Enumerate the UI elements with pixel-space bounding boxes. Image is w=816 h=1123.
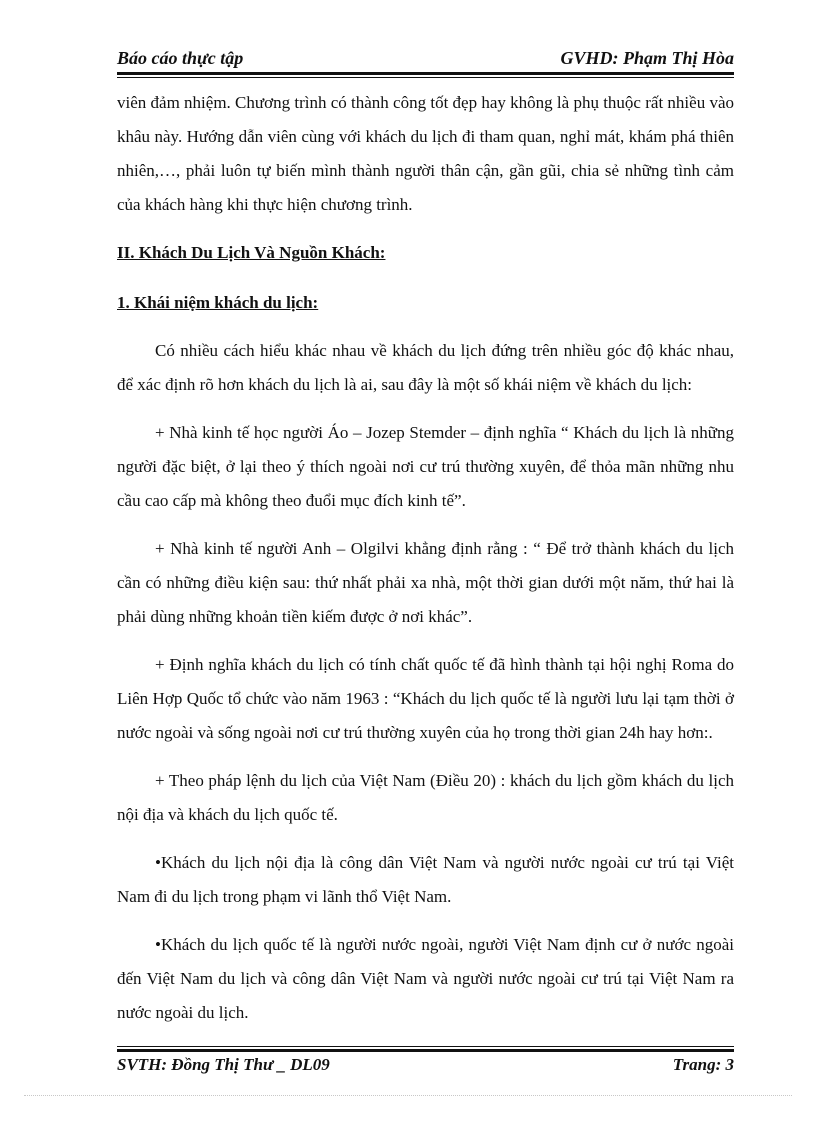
paragraph-intro: viên đảm nhiệm. Chương trình có thành công tốt đẹp hay không là phụ thuộc rất nhiều vào khâu này. Hướng dẫn viên cùng với khách du lịch đi tham quan, nghỉ mát, khám phá thiên nhiên,…, phải luôn tự biến mình thành người thân cận, gần gũi, chia sẻ những tình cảm của khách hàng khi thực hiện chương trình. [117,93,734,214]
paragraph-stemder: + Nhà kinh tế học người Áo – Jozep Stemder – định nghĩa “ Khách du lịch là những người đặc biệt, ở lại theo ý thích ngoài nơi cư trú thường xuyên, để thỏa mãn những nhu cầu cao cấp mà không theo đuổi mục đích kinh tế”. [117,423,734,510]
page-header [117,48,734,72]
paragraph-olgilvi: + Nhà kinh tế người Anh – Olgilvi khẳng định rằng : “ Để trở thành khách du lịch cần có những điều kiện sau: thứ nhất phải xa nhà, một thời gian dưới một năm, thứ hai là phải dùng những khoản tiền kiếm được ở nơi khác”. [117,539,734,626]
subsection-heading: 1. Khái niệm khách du lịch: [117,293,319,312]
paragraph-domestic-tourist: •Khách du lịch nội địa là công dân Việt Nam và người nước ngoài cư trú tại Việt Nam đi du lịch trong phạm vi lãnh thổ Việt Nam. [117,853,734,906]
page-number: Trang: 3 [672,1055,734,1074]
header-supervisor: GVHD: Phạm Thị Hòa [560,48,734,68]
header-rule-thin [117,77,734,78]
page-footer [117,1055,734,1079]
document-body [117,86,734,1030]
paragraph-definition-intro: Có nhiều cách hiểu khác nhau về khách du lịch đứng trên nhiều góc độ khác nhau, để xác định rõ hơn khách du lịch là ai, sau đây là một số khái niệm về khách du lịch: [117,341,734,394]
footer-rule-thick [117,1049,734,1052]
header-report-title: Báo cáo thực tập [117,48,244,68]
paragraph-roma-1963: + Định nghĩa khách du lịch có tính chất quốc tế đã hình thành tại hội nghị Roma do Liên Hợp Quốc tổ chức vào năm 1963 : “Khách du lịch quốc tế là người lưu lại tạm thời ở nước ngoài và sống ngoài nơi cư trú thường xuyên của họ trong thời gian 24h hay hơn:. [117,655,734,742]
section-heading: II. Khách Du Lịch Và Nguồn Khách: [117,243,386,262]
paragraph-vietnam-law: + Theo pháp lệnh du lịch của Việt Nam (Điều 20) : khách du lịch gồm khách du lịch nội địa và khách du lịch quốc tế. [117,771,734,824]
paragraph-international-tourist: •Khách du lịch quốc tế là người nước ngoài, người Việt Nam định cư ở nước ngoài đến Việt Nam du lịch và công dân Việt Nam và người nước ngoài cư trú tại Việt Nam ra nước ngoài du lịch. [117,935,734,1022]
footer-student: SVTH: Đồng Thị Thư _ DL09 [117,1055,330,1074]
footer-rule-thin [117,1046,734,1047]
page-bottom-divider [24,1095,792,1096]
header-rule-thick [117,72,734,75]
